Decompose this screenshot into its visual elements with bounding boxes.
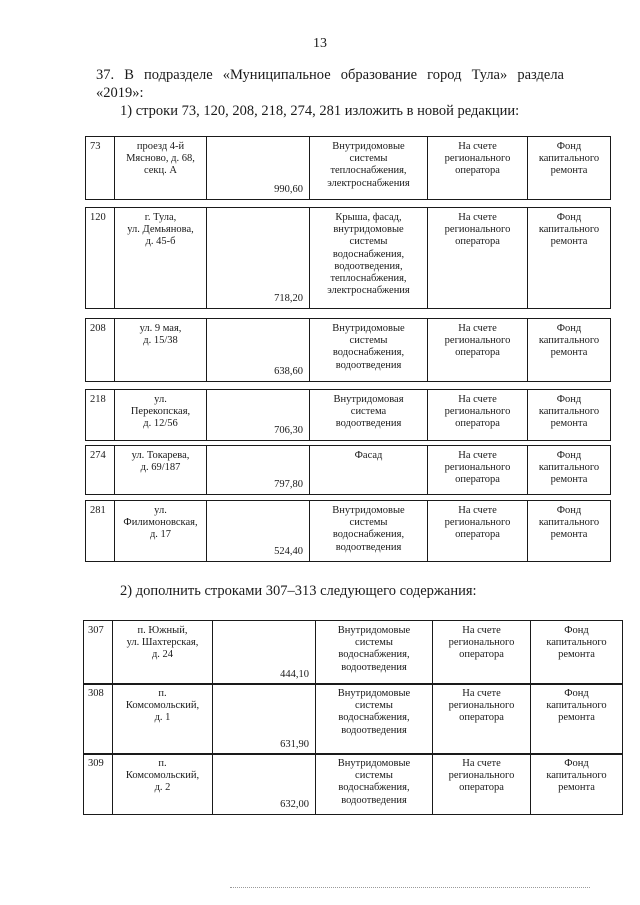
works-cell	[315, 621, 432, 684]
address-cell-line: п. Южный,	[137, 625, 188, 636]
account-cell-line: На счете	[458, 323, 497, 334]
works-cell-line: водоснабжения,	[338, 782, 410, 794]
works-cell	[315, 684, 432, 754]
fund-cell-line: Фонд	[556, 394, 582, 405]
works-cell	[309, 137, 427, 199]
works-cell-line: Внутридомовые	[337, 688, 411, 699]
row-number: 307	[88, 625, 104, 636]
table-row	[85, 136, 611, 200]
account-cell-line: На счете	[462, 688, 501, 699]
address-cell-line: д. 1	[154, 712, 171, 724]
works-cell-line: электроснабжения	[327, 177, 410, 189]
works-cell-line: водоснабжения,	[332, 248, 405, 260]
account-cell-line: регионального	[448, 700, 515, 712]
table-row	[85, 445, 611, 495]
account-cell-line: оператора	[455, 529, 500, 541]
fund-cell	[527, 137, 610, 199]
account-cell-line: оператора	[459, 712, 504, 724]
works-cell-line: водоотведения	[335, 418, 402, 430]
works-cell-line: Внутридомовые	[332, 505, 405, 516]
account-cell-line: оператора	[455, 474, 500, 486]
cost-cell	[206, 501, 309, 561]
account-cell	[427, 319, 527, 381]
account-cell	[432, 621, 530, 684]
address-cell	[112, 754, 212, 814]
cost-value: 718,20	[274, 292, 303, 304]
table-row	[85, 318, 611, 382]
address-cell-line: ул.	[154, 505, 167, 516]
fund-cell	[527, 501, 610, 561]
fund-cell-line: ремонта	[550, 347, 588, 359]
works-cell-line: системы	[355, 637, 393, 649]
cost-cell	[212, 684, 315, 754]
works-cell	[309, 446, 427, 494]
cost-cell	[206, 137, 309, 199]
address-cell-line: Перекопская,	[130, 406, 191, 418]
fund-cell-line: Фонд	[556, 323, 582, 334]
row-number: 281	[90, 505, 106, 516]
cost-value: 631,90	[280, 738, 309, 750]
works-cell-line: Внутридомовые	[337, 625, 411, 636]
fund-cell-line: ремонта	[550, 529, 588, 541]
account-cell	[427, 446, 527, 494]
fund-cell-line: ремонта	[550, 165, 588, 177]
cost-cell	[206, 446, 309, 494]
address-cell-line: д. 17	[149, 529, 172, 541]
address-cell-line: п.	[158, 758, 167, 769]
account-cell-line: регионального	[448, 770, 515, 782]
address-cell-line: ул. 9 мая,	[139, 323, 182, 334]
fund-cell-line: капитального	[538, 517, 600, 529]
table-row	[85, 500, 611, 562]
fund-cell-line: капитального	[538, 462, 600, 474]
cost-value: 990,60	[274, 183, 303, 195]
fund-cell-line: Фонд	[564, 625, 589, 636]
address-cell-line: п.	[158, 688, 167, 699]
account-cell-line: оператора	[459, 782, 504, 794]
account-cell-line: На счете	[458, 450, 497, 461]
fund-cell	[530, 754, 622, 814]
account-cell-line: оператора	[455, 165, 500, 177]
account-cell-line: регионального	[448, 637, 515, 649]
address-cell-line: ул. Шахтерская,	[126, 637, 199, 649]
fund-cell	[527, 319, 610, 381]
account-cell-line: На счете	[462, 758, 501, 769]
section-intro: 37. В подразделе «Муниципальное образование город Тула» раздела	[96, 67, 564, 83]
address-cell	[114, 501, 206, 561]
address-cell-line: проезд 4-й	[136, 141, 185, 152]
instruction-add-rows: 2) дополнить строками 307–313 следующего содержания:	[120, 583, 477, 599]
address-cell-line: Комсомольский,	[125, 770, 200, 782]
section-intro-continued: «2019»:	[96, 85, 144, 101]
account-cell	[427, 390, 527, 440]
cost-cell	[212, 621, 315, 684]
fund-cell-line: капитального	[546, 700, 607, 712]
address-cell	[114, 446, 206, 494]
works-cell-line: водоотведения	[341, 661, 407, 673]
cost-cell	[206, 390, 309, 440]
address-cell	[114, 390, 206, 440]
fund-cell-line: Фонд	[564, 688, 589, 699]
works-cell-line: водоотведения	[335, 359, 402, 371]
works-cell	[309, 319, 427, 381]
address-cell-line: д. 15/38	[143, 335, 178, 347]
fund-cell	[527, 208, 610, 308]
cost-value: 706,30	[274, 424, 303, 436]
row-number: 308	[88, 688, 104, 699]
table-row	[83, 753, 623, 815]
works-cell-line: системы	[349, 517, 388, 529]
works-cell-line: водоснабжения,	[338, 712, 410, 724]
works-cell-line: системы	[349, 153, 388, 165]
fund-cell-line: Фонд	[556, 505, 582, 516]
address-cell	[114, 319, 206, 381]
fund-cell-line: капитального	[546, 770, 607, 782]
scan-artifact-line	[230, 887, 590, 890]
works-cell-line: водоснабжения,	[338, 649, 410, 661]
fund-cell-line: Фонд	[556, 212, 582, 223]
works-cell	[309, 501, 427, 561]
works-cell-line: водоотведения	[335, 541, 402, 553]
fund-cell	[530, 621, 622, 684]
fund-cell-line: ремонта	[558, 782, 595, 794]
account-cell-line: оператора	[455, 418, 500, 430]
works-cell-line: система	[350, 406, 387, 418]
account-cell-line: регионального	[444, 335, 511, 347]
instruction-replace-rows: 1) строки 73, 120, 208, 218, 274, 281 изложить в новой редакции:	[120, 103, 520, 119]
fund-cell-line: Фонд	[556, 141, 582, 152]
account-cell	[427, 501, 527, 561]
row-number: 218	[90, 394, 106, 405]
address-cell-line: секц. А	[143, 165, 177, 177]
address-cell-line: Филимоновская,	[123, 517, 198, 529]
works-cell-line: теплоснабжения,	[330, 273, 407, 285]
account-cell	[427, 137, 527, 199]
row-number: 274	[90, 450, 106, 461]
cost-cell	[206, 319, 309, 381]
works-cell-line: водоотведения	[341, 794, 407, 806]
cost-cell	[212, 754, 315, 814]
account-cell-line: регионального	[444, 153, 511, 165]
address-cell-line: д. 12/56	[143, 418, 178, 430]
works-cell-line: водоотведения,	[334, 260, 403, 272]
works-cell-line: водоснабжения,	[332, 347, 405, 359]
works-cell-line: системы	[349, 335, 388, 347]
address-cell-line: д. 2	[154, 782, 171, 794]
fund-cell-line: ремонта	[558, 712, 595, 724]
works-cell-line: теплоснабжения,	[330, 165, 407, 177]
works-cell-line: системы	[355, 700, 393, 712]
cost-value: 638,60	[274, 365, 303, 377]
account-cell-line: оператора	[455, 347, 500, 359]
works-cell	[315, 754, 432, 814]
account-cell-line: На счете	[458, 212, 497, 223]
address-cell	[114, 208, 206, 308]
address-cell	[112, 684, 212, 754]
fund-cell-line: капитального	[538, 153, 600, 165]
fund-cell	[527, 390, 610, 440]
fund-cell	[527, 446, 610, 494]
works-cell-line: Внутридомовые	[337, 758, 411, 769]
address-cell	[112, 621, 212, 684]
cost-value: 632,00	[280, 798, 309, 810]
account-cell-line: оператора	[455, 236, 500, 248]
account-cell-line: На счете	[458, 394, 497, 405]
cost-cell	[206, 208, 309, 308]
address-cell-line: г. Тула,	[144, 212, 177, 223]
fund-cell-line: капитального	[546, 637, 607, 649]
account-cell-line: оператора	[459, 649, 504, 661]
fund-cell-line: Фонд	[564, 758, 589, 769]
table-row	[85, 207, 611, 309]
works-cell-line: Внутридомовая	[333, 394, 404, 405]
account-cell-line: регионального	[444, 224, 511, 236]
works-cell-line: водоснабжения,	[332, 529, 405, 541]
works-cell-line: Внутридомовые	[332, 323, 405, 334]
table-row	[85, 389, 611, 441]
address-cell-line: д. 24	[151, 649, 174, 661]
cost-value: 524,40	[274, 545, 303, 557]
fund-cell-line: капитального	[538, 224, 600, 236]
address-cell-line: Мясново, д. 68,	[126, 153, 195, 165]
account-cell-line: регионального	[444, 406, 511, 418]
row-number: 309	[88, 758, 104, 769]
account-cell	[427, 208, 527, 308]
works-cell-line: водоотведения	[341, 724, 407, 736]
table-row	[83, 683, 623, 755]
page-number: 13	[313, 36, 327, 51]
account-cell	[432, 684, 530, 754]
address-cell-line: д. 69/187	[140, 462, 181, 474]
table-row	[83, 620, 623, 685]
works-cell-line: системы	[349, 236, 388, 248]
works-cell-line: электроснабжения	[327, 285, 410, 297]
account-cell-line: На счете	[462, 625, 501, 636]
works-cell-line: внутридомовые	[333, 224, 404, 236]
fund-cell-line: ремонта	[558, 649, 595, 661]
works-cell	[309, 208, 427, 308]
row-number: 73	[90, 141, 101, 152]
cost-value: 444,10	[280, 668, 309, 680]
fund-cell-line: ремонта	[550, 418, 588, 430]
address-cell	[114, 137, 206, 199]
cost-value: 797,80	[274, 478, 303, 490]
address-cell-line: ул.	[154, 394, 167, 405]
works-cell-line: Фасад	[354, 450, 383, 461]
address-cell-line: ул. Токарева,	[131, 450, 190, 461]
fund-cell-line: капитального	[538, 335, 600, 347]
account-cell-line: регионального	[444, 462, 511, 474]
address-cell-line: ул. Демьянова,	[127, 224, 194, 236]
account-cell-line: На счете	[458, 141, 497, 152]
row-number: 120	[90, 212, 106, 223]
address-cell-line: Комсомольский,	[125, 700, 200, 712]
works-cell-line: Крыша, фасад,	[335, 212, 402, 223]
fund-cell-line: капитального	[538, 406, 600, 418]
account-cell	[432, 754, 530, 814]
account-cell-line: На счете	[458, 505, 497, 516]
row-number: 208	[90, 323, 106, 334]
works-cell-line: Внутридомовые	[332, 141, 405, 152]
account-cell-line: регионального	[444, 517, 511, 529]
fund-cell-line: Фонд	[556, 450, 582, 461]
works-cell	[309, 390, 427, 440]
works-cell-line: системы	[355, 770, 393, 782]
fund-cell	[530, 684, 622, 754]
fund-cell-line: ремонта	[550, 236, 588, 248]
fund-cell-line: ремонта	[550, 474, 588, 486]
address-cell-line: д. 45-б	[145, 236, 176, 248]
